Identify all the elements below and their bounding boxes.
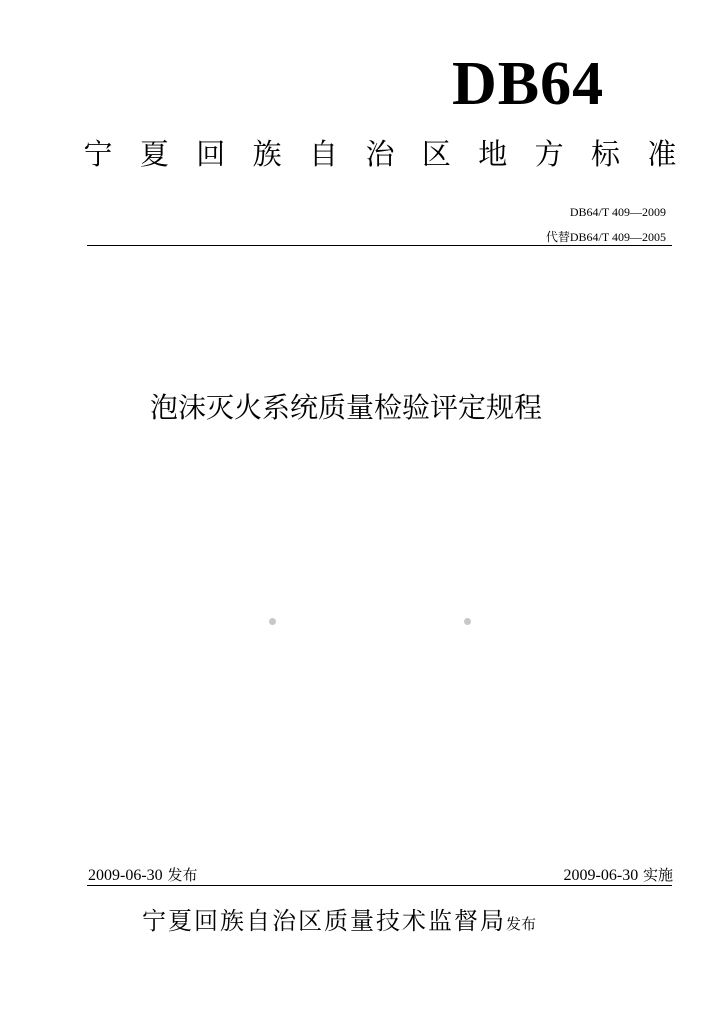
standard-code: DB64 (452, 50, 605, 118)
implementation-date: 2009-06-30 (563, 867, 639, 884)
footer-divider (87, 885, 672, 886)
decorative-dot (269, 618, 276, 625)
standard-type-char: 地 (478, 137, 508, 171)
implementation-date-line (564, 865, 673, 886)
standard-type-char: 自 (309, 137, 339, 171)
standard-type-char: 标 (591, 137, 621, 171)
publisher-line (142, 905, 536, 940)
issue-date-line (88, 865, 197, 886)
issue-date: 2009-06-30 (88, 867, 163, 884)
standard-type (78, 134, 682, 174)
standard-type-char: 夏 (139, 137, 169, 171)
standard-type-char: 方 (534, 137, 564, 171)
document-title: 泡沫灭火系统质量检验评定规程 (150, 391, 543, 424)
publisher-suffix: 发布 (506, 915, 537, 933)
standard-type-char: 族 (252, 137, 282, 171)
decorative-dot (464, 618, 471, 625)
header-divider (87, 245, 672, 246)
publisher-name: 宁夏回族自治区质量技术监督局 (142, 907, 506, 935)
implementation-label: 实施 (642, 866, 673, 884)
standard-type-char: 回 (196, 137, 226, 171)
standard-type-char: 区 (421, 137, 451, 171)
replaces-standard: 代替DB64/T 409—2005 (545, 230, 666, 244)
standard-type-char: 准 (647, 137, 677, 171)
issue-label: 发布 (167, 866, 198, 884)
standard-number: DB64/T 409—2009 (569, 205, 666, 219)
standard-type-char: 治 (365, 137, 395, 171)
standard-type-char: 宁 (83, 137, 113, 171)
